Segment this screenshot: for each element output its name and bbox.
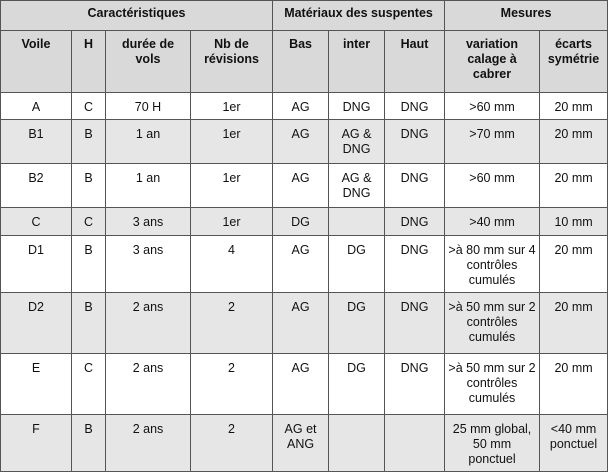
cell-revisions: 2 bbox=[191, 293, 273, 354]
cell-duree: 2 ans bbox=[106, 415, 191, 472]
column-header-variation: variation calage à cabrer bbox=[445, 31, 540, 93]
cell-revisions: 4 bbox=[191, 236, 273, 293]
table-row bbox=[1, 208, 608, 236]
group-header-row bbox=[1, 1, 608, 31]
cell-haut: DNG bbox=[385, 354, 445, 415]
cell-h: C bbox=[72, 93, 106, 120]
cell-inter bbox=[329, 208, 385, 236]
group-header-caracteristiques: Caractéristiques bbox=[1, 1, 273, 31]
cell-bas: AG bbox=[273, 293, 329, 354]
cell-bas: AG bbox=[273, 120, 329, 164]
column-header-ecarts: écarts symétrie bbox=[540, 31, 608, 93]
cell-ecarts: 20 mm bbox=[540, 236, 608, 293]
cell-ecarts: 20 mm bbox=[540, 93, 608, 120]
cell-h: B bbox=[72, 164, 106, 208]
cell-variation: >à 50 mm sur 2 contrôles cumulés bbox=[445, 354, 540, 415]
table-row bbox=[1, 93, 608, 120]
cell-duree: 3 ans bbox=[106, 208, 191, 236]
cell-ecarts: 20 mm bbox=[540, 164, 608, 208]
cell-duree: 3 ans bbox=[106, 236, 191, 293]
cell-duree: 1 an bbox=[106, 120, 191, 164]
cell-revisions: 2 bbox=[191, 354, 273, 415]
cell-haut: DNG bbox=[385, 293, 445, 354]
table-row bbox=[1, 120, 608, 164]
group-header-materiaux: Matériaux des suspentes bbox=[273, 1, 445, 31]
group-header-mesures: Mesures bbox=[445, 1, 608, 31]
column-header-haut: Haut bbox=[385, 31, 445, 93]
table-row bbox=[1, 354, 608, 415]
cell-bas: DG bbox=[273, 208, 329, 236]
cell-haut: DNG bbox=[385, 208, 445, 236]
cell-bas: AG bbox=[273, 236, 329, 293]
column-header-inter: inter bbox=[329, 31, 385, 93]
cell-haut: DNG bbox=[385, 93, 445, 120]
cell-ecarts: 20 mm bbox=[540, 293, 608, 354]
cell-inter: AG & DNG bbox=[329, 164, 385, 208]
cell-voile: B2 bbox=[1, 164, 72, 208]
column-header-duree: durée de vols bbox=[106, 31, 191, 93]
cell-variation: >40 mm bbox=[445, 208, 540, 236]
column-header-bas: Bas bbox=[273, 31, 329, 93]
cell-bas: AG et ANG bbox=[273, 415, 329, 472]
cell-revisions: 2 bbox=[191, 415, 273, 472]
cell-bas: AG bbox=[273, 354, 329, 415]
cell-haut: DNG bbox=[385, 164, 445, 208]
cell-revisions: 1er bbox=[191, 208, 273, 236]
cell-inter: DG bbox=[329, 354, 385, 415]
cell-ecarts: <40 mm ponctuel bbox=[540, 415, 608, 472]
cell-voile: E bbox=[1, 354, 72, 415]
cell-inter: AG & DNG bbox=[329, 120, 385, 164]
cell-inter: DG bbox=[329, 293, 385, 354]
cell-variation: >60 mm bbox=[445, 93, 540, 120]
cell-revisions: 1er bbox=[191, 93, 273, 120]
cell-inter: DNG bbox=[329, 93, 385, 120]
cell-voile: D1 bbox=[1, 236, 72, 293]
cell-revisions: 1er bbox=[191, 120, 273, 164]
cell-voile: D2 bbox=[1, 293, 72, 354]
column-header-row bbox=[1, 31, 608, 93]
cell-voile: A bbox=[1, 93, 72, 120]
cell-h: C bbox=[72, 354, 106, 415]
cell-voile: B1 bbox=[1, 120, 72, 164]
cell-ecarts: 10 mm bbox=[540, 208, 608, 236]
cell-variation: >70 mm bbox=[445, 120, 540, 164]
cell-bas: AG bbox=[273, 93, 329, 120]
cell-haut: DNG bbox=[385, 120, 445, 164]
cell-duree: 1 an bbox=[106, 164, 191, 208]
cell-haut: DNG bbox=[385, 236, 445, 293]
cell-ecarts: 20 mm bbox=[540, 354, 608, 415]
table-row bbox=[1, 415, 608, 472]
cell-inter: DG bbox=[329, 236, 385, 293]
cell-variation: >à 80 mm sur 4 contrôles cumulés bbox=[445, 236, 540, 293]
cell-h: B bbox=[72, 415, 106, 472]
cell-bas: AG bbox=[273, 164, 329, 208]
column-header-h: H bbox=[72, 31, 106, 93]
cell-inter bbox=[329, 415, 385, 472]
cell-h: B bbox=[72, 293, 106, 354]
table-row bbox=[1, 164, 608, 208]
cell-voile: C bbox=[1, 208, 72, 236]
cell-h: B bbox=[72, 236, 106, 293]
cell-variation: >60 mm bbox=[445, 164, 540, 208]
cell-haut bbox=[385, 415, 445, 472]
table-body bbox=[1, 93, 608, 472]
cell-ecarts: 20 mm bbox=[540, 120, 608, 164]
cell-h: B bbox=[72, 120, 106, 164]
column-header-voile: Voile bbox=[1, 31, 72, 93]
cell-variation: 25 mm global, 50 mm ponctuel bbox=[445, 415, 540, 472]
cell-duree: 2 ans bbox=[106, 293, 191, 354]
cell-duree: 70 H bbox=[106, 93, 191, 120]
cell-voile: F bbox=[1, 415, 72, 472]
cell-h: C bbox=[72, 208, 106, 236]
table-row bbox=[1, 236, 608, 293]
cell-revisions: 1er bbox=[191, 164, 273, 208]
cell-variation: >à 50 mm sur 2 contrôles cumulés bbox=[445, 293, 540, 354]
column-header-revisions: Nb de révisions bbox=[191, 31, 273, 93]
table-row bbox=[1, 293, 608, 354]
cell-duree: 2 ans bbox=[106, 354, 191, 415]
